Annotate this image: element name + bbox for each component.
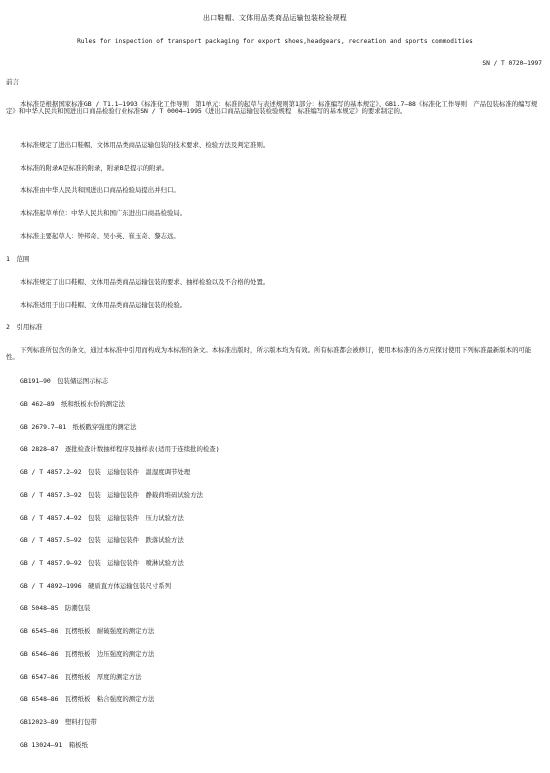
reference-item: GB 6548—86 瓦楞纸板 粘合强度的测定方法: [20, 695, 155, 703]
document-subtitle: Rules for inspection of transport packaging for export shoes,headgears, recreation and sports commodities: [77, 38, 473, 45]
section-1-paragraph-1: 本标准规定了出口鞋帽、文体用品类商品运输包装的要求、抽样检验以及不合格的处置。: [20, 278, 270, 286]
reference-item: GB / T 4857.3—92 包装 运输包装件 静载荷堆码试验方法: [20, 491, 203, 499]
foreword-paragraph-6: 本标准主要起草人：钟邦奇、吴小英、崔玉奇、黎志远。: [20, 232, 180, 240]
section-1-paragraph-2: 本标准适用于出口鞋帽、文体用品类商品运输包装的检验。: [20, 301, 187, 309]
document-title: 出口鞋帽、文体用品类商品运输包装检验规程: [203, 14, 347, 22]
reference-item: GB12023—89 塑料打包带: [20, 718, 97, 726]
reference-item: GB / T 4857.9—92 包装 运输包装件 喷淋试验方法: [20, 559, 184, 567]
section-2-heading: 2 引用标准: [6, 323, 43, 331]
reference-item: GB / T 4857.5—92 包装 运输包装件 跌落试验方法: [20, 536, 184, 544]
reference-item: GB 2679.7—81 纸板戳穿强度的测定法: [20, 423, 137, 431]
reference-item: GB191—90 包装储运图示标志: [20, 377, 109, 385]
reference-item: GB 6547—86 瓦楞纸板 厚度的测定方法: [20, 673, 142, 681]
reference-item: GB 6546—86 瓦楞纸板 边压强度的测定方法: [20, 650, 155, 658]
foreword-paragraph-4: 本标准由中华人民共和国进出口商品检验局提出并归口。: [20, 186, 180, 194]
reference-item: GB 2828—87 逐批检查计数抽样程序及抽样表(适用于连续批的检查): [20, 445, 220, 453]
foreword-paragraph-3: 本标准的附录A是标准的附录，附录B是提示的附录。: [20, 164, 169, 172]
foreword-paragraph-2: 本标准规定了进出口鞋帽、文体用品类商品运输包装的技术要求、检验方法及判定准则。: [20, 141, 270, 149]
reference-item: GB 13024—91 箱板纸: [20, 741, 88, 749]
reference-item: GB 6545—86 瓦楞纸板 耐破强度的测定方法: [20, 627, 155, 635]
reference-item: GB / T 4892—1996 硬质直方体运输包装尺寸系列: [20, 582, 172, 590]
section-1-heading: 1 范围: [6, 255, 30, 263]
reference-item: GB / T 4857.2—92 包装 运输包装件 温湿度调节处理: [20, 468, 191, 476]
reference-item: GB 5048—85 防潮包装: [20, 604, 91, 612]
section-2-intro: 下列标准所包含的条文，通过本标准中引用而构成为本标准的条文。本标准出版时，所示版本均为有效。所有标准都会被修订，使用本标准的各方应探讨使用下列标准最新版本的可能性。: [6, 346, 532, 362]
foreword-heading: 前言: [6, 78, 19, 86]
foreword-paragraph-1: 本标准是根据国家标准GB / T1.1—1993《标准化工作导则 第1单元：标准的起草与表述规则第1部分：标准编写的基本规定》、GB1.7—88《标准化工作导则 产品包装标准的编写规定》和中华人民共和国进出口商品检验行业标准SN / T 0004—1995《进出口商品运输包装检验规程 标准编写的基本规定》的要求制定的。: [6, 100, 538, 116]
standard-number: SN / T 0720—1997: [482, 60, 542, 67]
reference-item: GB / T 4857.4—92 包装 运输包装件 压力试验方法: [20, 514, 184, 522]
reference-item: GB 462—89 纸和纸板水份的测定法: [20, 400, 125, 408]
foreword-paragraph-5: 本标准起草单位：中华人民共和国广东进出口商品检验局。: [20, 209, 187, 217]
